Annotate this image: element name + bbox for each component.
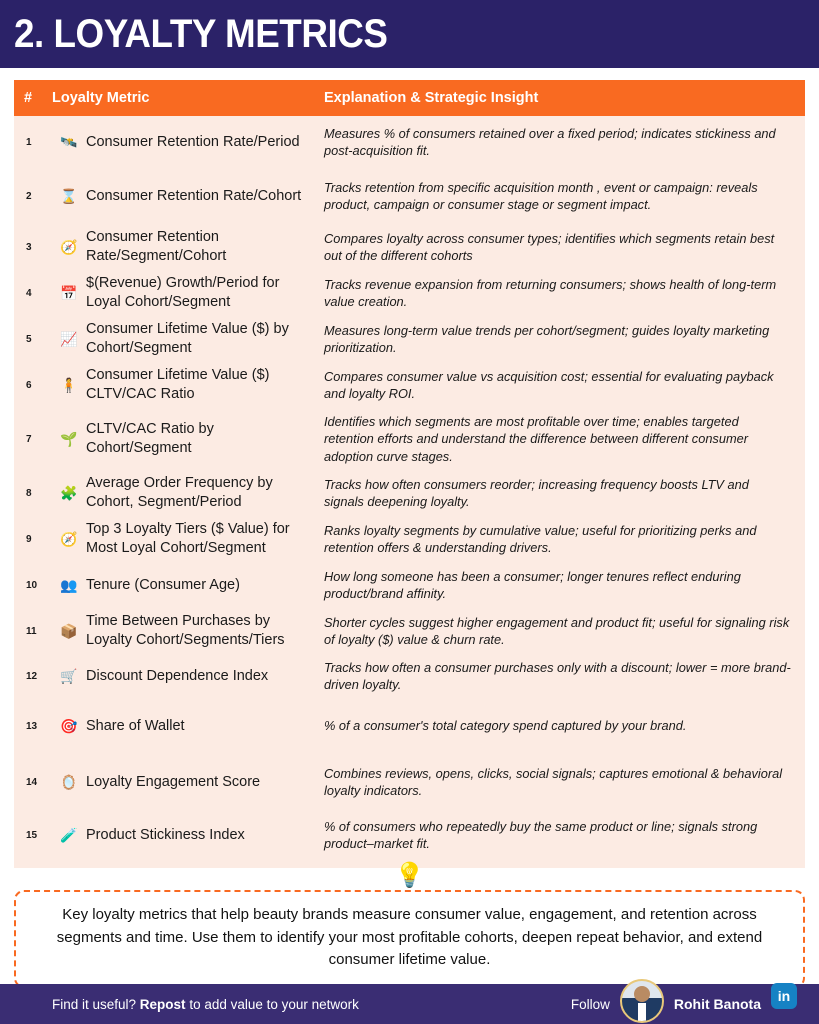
row-number: 14 xyxy=(26,776,38,788)
table-row xyxy=(14,698,805,754)
table-row xyxy=(14,116,805,168)
table-row xyxy=(14,810,805,860)
linkedin-icon[interactable]: in xyxy=(771,983,797,1009)
table-row xyxy=(14,654,805,698)
metric-name: Consumer Retention Rate/Period xyxy=(86,133,300,150)
metric-insight: How long someone has been a consumer; longer tenures reflect enduring product/brand affinity. xyxy=(324,568,741,601)
metric-insight: Compares consumer value vs acquisition cost; essential for evaluating payback and loyalty ROI. xyxy=(324,368,774,401)
compass-icon: 🧭 xyxy=(60,239,78,255)
follow-label[interactable]: Follow xyxy=(570,996,610,1012)
row-number: 2 xyxy=(26,190,32,202)
metric-insight: Tracks how often a consumer purchases only with a discount; lower = more brand-driven loyalty. xyxy=(324,659,791,692)
row-number: 4 xyxy=(26,287,32,299)
metric-name: Share of Wallet xyxy=(86,717,185,734)
metric-insight: Tracks retention from specific acquisition month , event or campaign: reveals product, campaign or consumer stage or segment impact. xyxy=(324,179,758,212)
page-title-band xyxy=(0,0,819,68)
table-body xyxy=(14,116,805,868)
bulb-zone xyxy=(0,862,819,890)
table-row xyxy=(14,362,805,408)
row-number: 15 xyxy=(26,829,38,841)
row-number: 12 xyxy=(26,670,38,682)
metric-name: Consumer Lifetime Value ($) by Cohort/Segment xyxy=(86,321,289,356)
compass-icon: 🧭 xyxy=(60,531,78,547)
table-row xyxy=(14,754,805,810)
column-header-metric: Loyalty Metric xyxy=(52,90,150,106)
chart-increasing-icon: 📈 xyxy=(60,331,78,347)
metric-insight: Ranks loyalty segments by cumulative value; useful for prioritizing perks and retention offers & understanding drivers. xyxy=(324,522,757,555)
shopping-cart-icon: 🛒 xyxy=(60,668,78,684)
summary-callout-text: Key loyalty metrics that help beauty brands measure consumer value, engagement, and retention across segments and time. Use them to identify your most profitable cohorts, deepen repeat behavior, and extend consumer lifetime value. xyxy=(56,906,763,968)
metric-name: Average Order Frequency by Cohort, Segment/Period xyxy=(86,475,273,510)
row-number: 1 xyxy=(26,136,32,148)
person-standing-icon: 🧍 xyxy=(60,377,78,393)
metric-name: Top 3 Loyalty Tiers ($ Value) for Most Loyal Cohort/Segment xyxy=(86,521,290,556)
row-number: 11 xyxy=(26,625,37,637)
metric-insight: Tracks how often consumers reorder; increasing frequency boosts LTV and signals deepening loyalty. xyxy=(324,476,749,509)
table-row xyxy=(14,224,805,270)
table-row xyxy=(14,168,805,224)
row-number: 8 xyxy=(26,487,32,499)
repost-cta-bold: Repost xyxy=(139,996,186,1012)
footer-bar xyxy=(0,984,819,1024)
metric-insight: % of a consumer's total category spend captured by your brand. xyxy=(324,718,687,734)
package-icon: 📦 xyxy=(60,623,78,639)
row-number: 9 xyxy=(26,533,32,545)
metric-insight: Combines reviews, opens, clicks, social signals; captures emotional & behavioral loyalty indicators. xyxy=(324,765,783,798)
table-row xyxy=(14,270,805,316)
metric-insight: Tracks revenue expansion from returning consumers; shows health of long-term value creation. xyxy=(324,276,777,309)
hand-mirror-icon: 🪞 xyxy=(60,774,78,790)
row-number: 6 xyxy=(26,379,32,391)
metric-insight: Shorter cycles suggest higher engagement and product fit; useful for signaling risk of loyalty ($) value & churn rate. xyxy=(324,614,790,647)
metric-insight: Measures % of consumers retained over a fixed period; indicates stickiness and post-acquisition fit. xyxy=(324,125,776,158)
table-header-row xyxy=(14,80,805,116)
hourglass-icon: ⌛ xyxy=(60,188,78,204)
dart-target-icon: 🎯 xyxy=(60,718,78,734)
satellite-icon: 🛰️ xyxy=(60,134,78,150)
metric-name: CLTV/CAC Ratio by Cohort/Segment xyxy=(86,421,214,456)
test-tube-icon: 🧪 xyxy=(60,827,78,843)
metric-insight: % of consumers who repeatedly buy the same product or line; signals strong product–market fit. xyxy=(324,818,758,851)
table-row xyxy=(14,408,805,470)
row-number: 3 xyxy=(26,241,32,253)
metric-name: Consumer Retention Rate/Segment/Cohort xyxy=(86,229,227,264)
page-title: 2. LOYALTY METRICS xyxy=(14,12,388,56)
metric-name: Consumer Retention Rate/Cohort xyxy=(86,187,302,204)
light-bulb-icon: 💡 xyxy=(394,862,425,889)
repost-cta[interactable] xyxy=(52,997,359,1012)
metric-insight: Compares loyalty across consumer types; identifies which segments retain best out of the different cohorts xyxy=(324,230,775,263)
loyalty-metrics-table xyxy=(14,80,805,868)
seedling-icon: 🌱 xyxy=(60,431,78,447)
table-row xyxy=(14,470,805,516)
row-number: 10 xyxy=(26,579,38,591)
table-row xyxy=(14,562,805,608)
metric-insight: Measures long-term value trends per cohort/segment; guides loyalty marketing prioritization. xyxy=(324,322,770,355)
puzzle-piece-icon: 🧩 xyxy=(60,485,78,501)
metric-name: $(Revenue) Growth/Period for Loyal Cohort/Segment xyxy=(86,275,280,310)
table-row xyxy=(14,516,805,562)
table-row xyxy=(14,316,805,362)
column-header-explanation: Explanation & Strategic Insight xyxy=(324,90,539,106)
summary-callout xyxy=(14,890,805,988)
title-table-gap xyxy=(0,68,819,80)
row-number: 13 xyxy=(26,720,38,732)
repost-cta-suffix: to add value to your network xyxy=(185,996,359,1012)
author-block xyxy=(571,985,797,1023)
table-row xyxy=(14,608,805,654)
metric-name: Discount Dependence Index xyxy=(86,667,269,684)
metric-name: Consumer Lifetime Value ($) CLTV/CAC Ratio xyxy=(86,367,270,402)
metric-name: Tenure (Consumer Age) xyxy=(86,576,240,593)
calendar-icon: 📅 xyxy=(60,285,78,301)
metric-name: Time Between Purchases by Loyalty Cohort/Segments/Tiers xyxy=(86,613,285,648)
author-name: Rohit Banota xyxy=(673,996,761,1012)
metric-name: Product Stickiness Index xyxy=(86,826,245,843)
column-header-number: # xyxy=(24,90,33,106)
people-icon: 👥 xyxy=(60,577,78,593)
row-number: 7 xyxy=(26,433,32,445)
avatar xyxy=(620,979,664,1023)
metric-insight: Identifies which segments are most profitable over time; enables targeted retention efforts and understand the difference between different consumer adoption curve stages. xyxy=(324,414,748,464)
repost-cta-prefix: Find it useful? xyxy=(52,996,140,1012)
metric-name: Loyalty Engagement Score xyxy=(86,773,261,790)
row-number: 5 xyxy=(26,333,32,345)
